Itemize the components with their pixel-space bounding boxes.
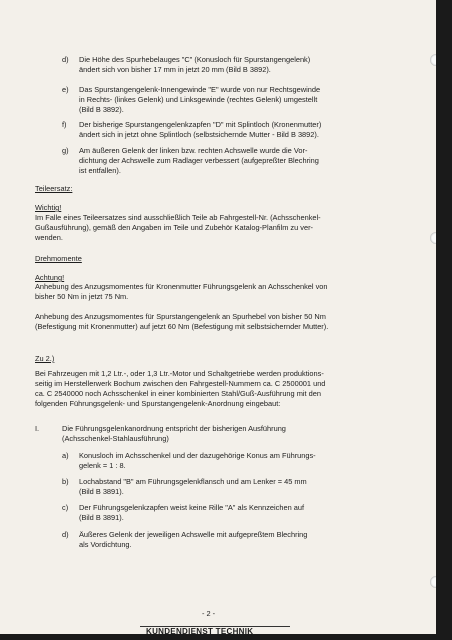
paragraph-line: (Achsschenkel-Stahlausführung): [62, 434, 169, 443]
item-mark: a): [62, 451, 69, 460]
section-subheading: Wichtig!: [35, 203, 62, 212]
item-mark: e): [62, 85, 69, 94]
item-line: in Rechts- (linkes Gelenk) und Linksgewinde (rechtes Gelenk) umgestellt: [79, 95, 318, 104]
paragraph-line: folgenden Führungsgelenk- und Spurstangengelenk-Anordnung eingebaut:: [35, 399, 281, 408]
item-line: ändert sich in jetzt ohne Splintloch (selbstsichernde Mutter - Bild B 3892).: [79, 130, 319, 139]
item-line: Äußeres Gelenk der jeweiligen Achswelle mit aufgepreßtem Blechring: [79, 530, 308, 539]
section-heading: Teileersatz:: [35, 184, 73, 193]
item-line: als Vordichtung.: [79, 540, 132, 549]
paragraph-line: ca. C 2540000 noch Achsschenkel in einer kombinierten Stahl/Guß-Ausführung mit den: [35, 389, 321, 398]
paragraph-line: Bei Fahrzeugen mit 1,2 Ltr.-, oder 1,3 Ltr.-Motor und Schaltgetriebe werden produktions-: [35, 369, 324, 378]
item-line: Der bisherige Spurstangengelenkzapfen "D" mit Splintloch (Kronenmutter): [79, 120, 322, 129]
footer-text: KUNDENDIENST TECHNIK: [146, 627, 254, 634]
background-edge: [436, 0, 452, 640]
item-line: dichtung der Achswelle zum Radlager verbessert (aufgepreßter Blechring: [79, 156, 319, 165]
item-mark: b): [62, 477, 69, 486]
item-mark: d): [62, 55, 69, 64]
paragraph-line: Anhebung des Anzugsmomentes für Spurstangengelenk an Spurhebel von bisher 50 Nm: [35, 312, 326, 321]
paragraph-line: Die Führungsgelenkanordnung entspricht der bisherigen Ausführung: [62, 424, 286, 433]
paragraph-line: wenden.: [35, 233, 63, 242]
paragraph-line: bisher 50 Nm in jetzt 75 Nm.: [35, 292, 129, 301]
section-heading: Zu 2.): [35, 354, 55, 363]
item-line: (Bild B 3892).: [79, 105, 124, 114]
paragraph-line: seitig im Herstellerwerk Bochum zwischen den Fahrgestell-Nummern ca. C 2500001 und: [35, 379, 326, 388]
item-line: gelenk = 1 : 8.: [79, 461, 126, 470]
paragraph-line: Anhebung des Anzugsmomentes für Kronenmutter Führungsgelenk an Achsschenkel von: [35, 282, 328, 291]
item-mark: f): [62, 120, 67, 129]
paragraph-line: (Befestigung mit Kronenmutter) auf jetzt 60 Nm (Befestigung mit selbstsichernder Mutter).: [35, 322, 329, 331]
item-line: ist entfallen).: [79, 166, 121, 175]
item-line: Der Führungsgelenkzapfen weist keine Rille "A" als Kennzeichen auf: [79, 503, 305, 512]
item-line: Am äußeren Gelenk der linken bzw. rechten Achswelle wurde die Vor-: [79, 146, 308, 155]
item-line: (Bild B 3891).: [79, 513, 124, 522]
item-line: (Bild B 3891).: [79, 487, 124, 496]
item-line: Die Höhe des Spurhebelauges "C" (Konusloch für Spurstangengelenk): [79, 55, 311, 64]
section-mark: I.: [35, 424, 40, 433]
item-line: Lochabstand "B" am Führungsgelenkflansch und am Lenker = 45 mm: [79, 477, 307, 486]
paragraph-line: Im Falle eines Teileersatzes sind ausschließlich Teile ab Fahrgestell-Nr. (Achsschenkel-: [35, 213, 321, 222]
page-number: - 2 -: [202, 609, 216, 618]
item-mark: c): [62, 503, 69, 512]
item-mark: d): [62, 530, 69, 539]
section-subheading: Achtung!: [35, 273, 65, 282]
paragraph-line: Gußausführung), gemäß den Angaben im Teile und Zubehör Katalog-Planfilm zu ver-: [35, 223, 313, 232]
section-heading: Drehmomente: [35, 254, 82, 263]
item-line: ändert sich von bisher 17 mm in jetzt 20 mm (Bild B 3892).: [79, 65, 271, 74]
item-mark: g): [62, 146, 69, 155]
item-line: Konusloch im Achsschenkel und der dazugehörige Konus am Führungs-: [79, 451, 316, 460]
item-line: Das Spurstangengelenk-Innengewinde "E" wurde von nur Rechtsgewinde: [79, 85, 321, 94]
